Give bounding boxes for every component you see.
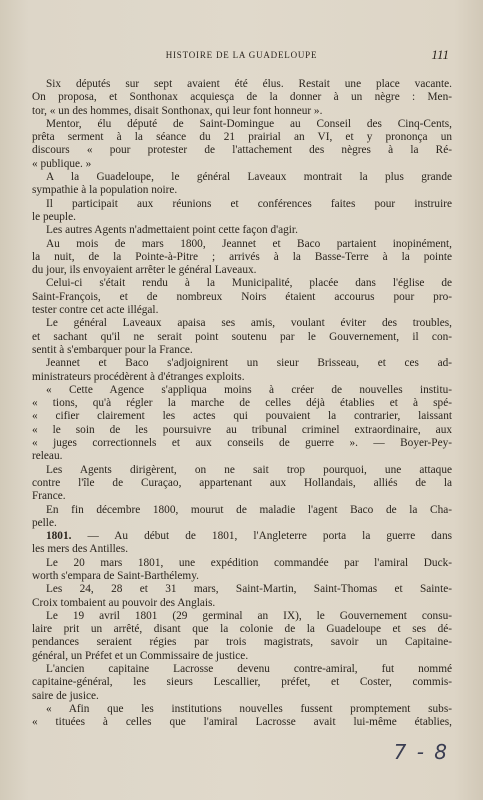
text-line: [32, 504, 452, 517]
year-heading: 1801.: [46, 530, 72, 543]
text-line-content: du jour, ils envoyaient arrêter le général Laveaux.: [32, 264, 257, 277]
text-line-content: discours « pour protester de l'attachement des nègres à la Ré-: [32, 144, 452, 157]
text-line-content: « tituées à celles que l'amiral Lacrosse avait lui-même établies,: [32, 716, 452, 729]
text-line: [32, 663, 452, 676]
text-line: [32, 371, 452, 384]
text-line-content: capitaine-général, les sieurs Lescallier, préfet, et Coster, commis-: [32, 676, 452, 689]
text-line: [32, 171, 452, 184]
text-line: [32, 291, 452, 304]
text-line-content: Les autres Agents n'admettaient point cette façon d'agir.: [46, 224, 298, 237]
text-line: [32, 131, 452, 144]
text-line: [32, 331, 452, 344]
handwritten-note: 7 - 8: [393, 740, 449, 764]
text-line-content: le peuple.: [32, 210, 76, 223]
text-line: [32, 610, 452, 623]
text-line-content: Le 19 avril 1801 (29 germinal an IX), le Gouvernement consu-: [46, 609, 452, 622]
text-line: [32, 557, 452, 570]
text-line: [32, 410, 452, 423]
text-line: [32, 304, 452, 317]
text-line: [32, 437, 452, 450]
text-line-content: France.: [32, 490, 66, 503]
text-line-content: worth s'empara de Saint-Barthélemy.: [32, 569, 199, 582]
text-line-content: les mers des Antilles.: [32, 543, 129, 556]
text-line-content: sentit à s'embarquer pour la France.: [32, 343, 193, 356]
text-line: [32, 583, 452, 596]
text-line-content: Six députés sur sept avaient été élus. Restait une place vacante.: [46, 78, 452, 90]
text-line-content: L'ancien capitaine Lacrosse devenu contre-amiral, fut nommé: [46, 663, 452, 676]
text-line: [32, 636, 452, 649]
text-line: [32, 690, 452, 703]
page-number: 111: [431, 47, 449, 62]
text-line-content: Mentor, élu député de Saint-Domingue au Conseil des Cinq-Cents,: [46, 117, 452, 130]
text-line: [32, 490, 452, 503]
text-line-content: « publique. »: [32, 157, 92, 170]
text-line: [32, 477, 452, 490]
text-line: [32, 397, 452, 410]
text-line-content: — Au début de 1801, l'Angleterre porta la guerre dans: [87, 530, 452, 543]
text-line: [32, 384, 452, 397]
text-line: [32, 78, 452, 91]
text-line: [32, 517, 452, 530]
text-line: [32, 357, 452, 370]
text-line-content: saire de jusice.: [32, 689, 99, 702]
text-line-content: laire prit un arrêté, disant que la colonie de la Guadeloupe et ses dé-: [32, 623, 452, 636]
text-line: [32, 344, 452, 357]
text-line-content: « cifier clairement les actes qui pouvaient la contrarier, laissant: [32, 410, 452, 423]
text-line-content: A la Guadeloupe, le général Laveaux montrait la plus grande: [46, 171, 452, 184]
text-line-content: « Cette Agence s'appliqua moins à créer de nouvelles institu-: [46, 383, 452, 396]
text-line-content: « juges correctionnels et aux conseils de guerre ». — Boyer-Pey-: [32, 437, 452, 450]
text-line: [32, 424, 452, 437]
text-line: [32, 144, 452, 157]
text-line: [32, 264, 452, 277]
text-line: [32, 158, 452, 171]
text-line: [32, 118, 452, 131]
text-line-content: Les 24, 28 et 31 mars, Saint-Martin, Saint-Thomas et Sainte-: [46, 583, 452, 596]
text-line: [32, 211, 452, 224]
text-line: [32, 597, 452, 610]
text-line: [32, 650, 452, 663]
text-line-content: Celui-ci s'était rendu à la Municipalité, placée dans l'église de: [46, 277, 452, 290]
text-line: [32, 277, 452, 290]
text-line-content: la nuit, de la Pointe-à-Pitre ; arrivés à la Basse-Terre à la pointe: [32, 250, 452, 263]
text-line-content: pendances seraient régies par trois magistrats, savoir un Capitaine-: [32, 636, 452, 649]
text-line-content: « Afin que les institutions nouvelles fussent promptement subs-: [46, 702, 452, 715]
text-line: [32, 105, 452, 118]
text-line-content: Le général Laveaux apaisa ses amis, voulant éviter des troubles,: [46, 317, 452, 330]
text-line-content: releau.: [32, 450, 63, 463]
text-line: [32, 530, 452, 543]
text-line-content: On proposa, et Sonthonax acquiesça de la donner à un nègre : Men-: [32, 91, 452, 104]
text-line-content: contre l'île de Curaçao, appartenant aux Hollandais, alliés de la: [32, 476, 452, 489]
text-line: [32, 703, 452, 716]
text-line-content: Le 20 mars 1801, une expédition commandée par l'amiral Duck-: [46, 556, 452, 569]
text-line-content: sympathie à la population noire.: [32, 184, 178, 197]
text-line: [32, 224, 452, 237]
text-line-content: ministrateurs procédèrent à d'étranges exploits.: [32, 370, 245, 383]
text-line-content: pelle.: [32, 516, 57, 529]
text-line: [32, 543, 452, 556]
running-title: HISTOIRE DE LA GUADELOUPE: [165, 50, 318, 60]
text-line-content: Il participait aux réunions et conférences faites pour instruire: [46, 197, 452, 210]
text-line-content: Les Agents dirigèrent, on ne sait trop pourquoi, une attaque: [46, 463, 452, 476]
text-line: [32, 198, 452, 211]
text-line: [32, 184, 452, 197]
text-line-content: général, un Préfet et un Commissaire de justice.: [32, 649, 249, 662]
text-line: [32, 676, 452, 689]
text-line: [32, 238, 452, 251]
text-line: [32, 570, 452, 583]
text-line-content: « tions, qu'à régler la marche de celles déjà établies et à spé-: [32, 397, 452, 410]
running-head: [32, 47, 451, 66]
text-line-content: Croix tombaient au pouvoir des Anglais.: [32, 596, 216, 609]
text-line-content: prêta serment à la séance du 21 prairial an VI, et y prononça un: [32, 131, 452, 144]
text-line: [32, 450, 452, 463]
text-line-content: tor, « un des hommes, disait Sonthonax, qui leur font honneur ».: [32, 104, 323, 117]
text-line-content: Jeannet et Baco s'adjoignirent un sieur Brisseau, et ces ad-: [46, 357, 452, 370]
text-line: [32, 317, 452, 330]
text-line: [32, 716, 452, 729]
text-line-content: En fin décembre 1800, mourut de maladie l'agent Baco de la Cha-: [46, 503, 452, 516]
text-line-content: tester contre cet acte illégal.: [32, 304, 159, 317]
text-line-content: et sachant qu'il ne serait point soutenu par le Gouvernement, il con-: [32, 330, 452, 343]
text-line: [32, 251, 452, 264]
text-line-content: Saint-François, et de nombreux Noirs étaient accourus pour pro-: [32, 290, 452, 303]
body-text: [32, 78, 452, 730]
text-line: [32, 464, 452, 477]
text-line-content: « le soin de les poursuivre au tribunal criminel extraordinaire, aux: [32, 423, 452, 436]
text-line: [32, 91, 452, 104]
text-line-content: Au mois de mars 1800, Jeannet et Baco partaient inopinément,: [46, 237, 452, 250]
text-line: [32, 623, 452, 636]
